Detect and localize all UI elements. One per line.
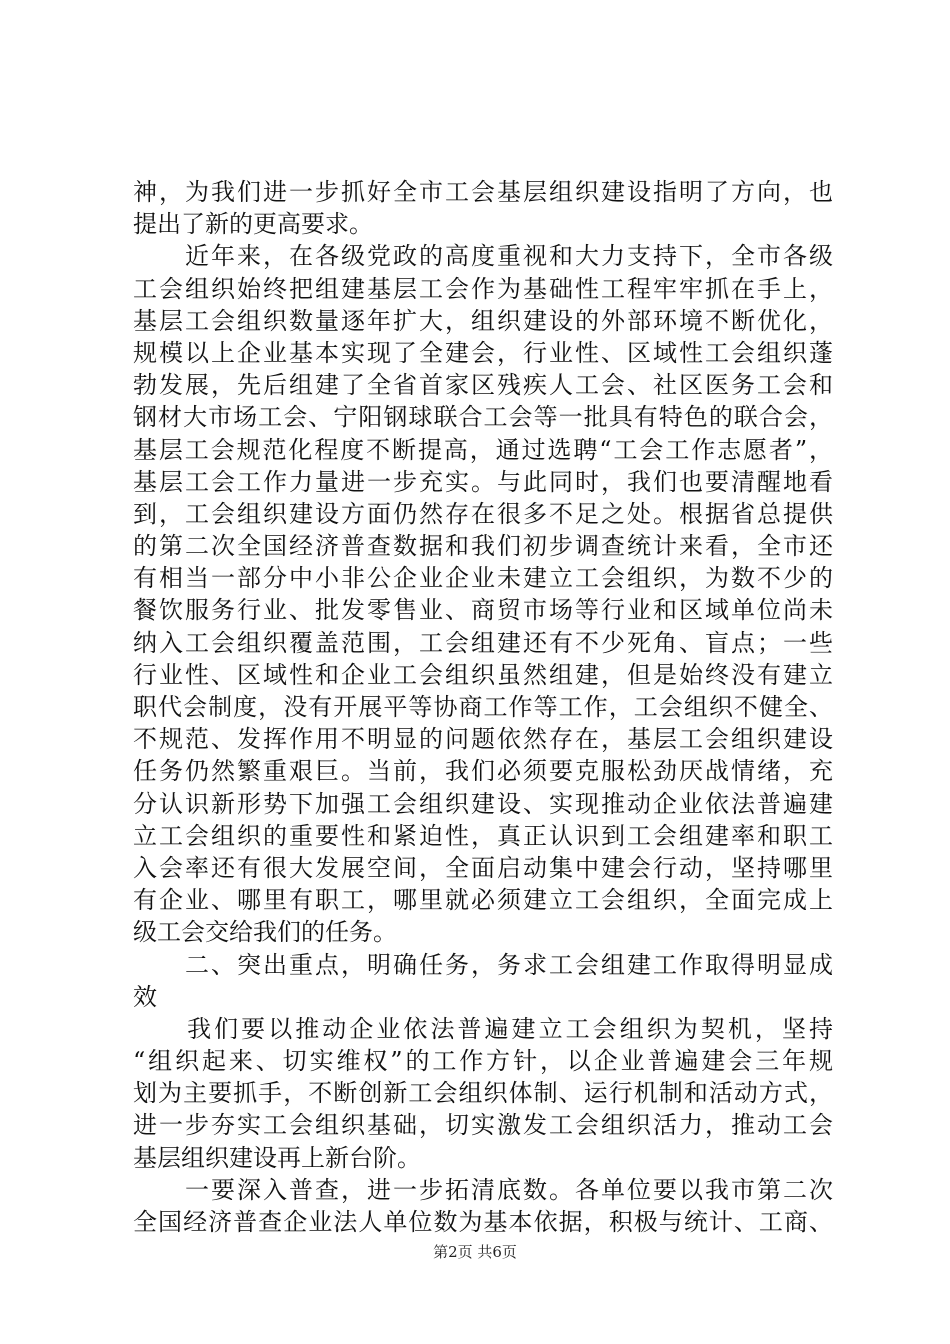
text-line: 钢材大市场工会、宁阳钢球联合工会等一批具有特色的联合会， (133, 403, 833, 432)
text-line: 不规范、发挥作用不明显的问题依然存在，基层工会组织建设 (133, 725, 833, 754)
text-line: 工会组织始终把组建基层工会作为基础性工程牢牢抓在手上， (133, 274, 833, 303)
text-line: 我们要以推动企业依法普遍建立工会组织为契机，坚持 (133, 1014, 833, 1043)
text-line: 一要深入普查，进一步拓清底数。各单位要以我市第二次 (133, 1175, 833, 1204)
text-line: 纳入工会组织覆盖范围，工会组建还有不少死角、盲点；一些 (133, 628, 833, 657)
text-line: 划为主要抓手，不断创新工会组织体制、运行机制和活动方式， (133, 1079, 833, 1108)
text-line: 立工会组织的重要性和紧迫性，真正认识到工会组建率和职工 (133, 821, 833, 850)
text-line: “组织起来、切实维权”的工作方针，以企业普遍建会三年规 (133, 1047, 833, 1076)
text-line: 效 (133, 982, 157, 1011)
text-line: 勃发展，先后组建了全省首家区残疾人工会、社区医务工会和 (133, 371, 833, 400)
text-line: 有企业、哪里有职工，哪里就必须建立工会组织，全面完成上 (133, 886, 833, 915)
text-line: 基层工会工作力量进一步充实。与此同时，我们也要清醒地看 (133, 467, 833, 496)
page-footer: 第2页 共6页 (433, 1243, 517, 1261)
text-line: 职代会制度，没有开展平等协商工作等工作，工会组织不健全、 (133, 693, 833, 721)
text-line: 全国经济普查企业法人单位数为基本依据，积极与统计、工商、 (133, 1208, 833, 1236)
text-line: 近年来，在各级党政的高度重视和大力支持下，全市各级 (133, 242, 833, 271)
text-line: 入会率还有很大发展空间，全面启动集中建会行动，坚持哪里 (133, 853, 833, 882)
body-text (133, 176, 833, 1238)
text-line: 基层组织建设再上新台阶。 (133, 1143, 421, 1172)
text-line: 分认识新形势下加强工会组织建设、实现推动企业依法普遍建 (133, 789, 833, 818)
text-line: 二、突出重点，明确任务，务求工会组建工作取得明显成 (133, 950, 833, 979)
text-line: 神，为我们进一步抓好全市工会基层组织建设指明了方向，也 (133, 178, 833, 206)
text-line: 提出了新的更高要求。 (133, 210, 373, 239)
text-line: 有相当一部分中小非公企业企业未建立工会组织，为数不少的 (133, 564, 833, 593)
text-line: 进一步夯实工会组织基础，切实激发工会组织活力，推动工会 (133, 1111, 833, 1140)
text-line: 到，工会组织建设方面仍然存在很多不足之处。根据省总提供 (133, 499, 833, 528)
text-line: 基层工会组织数量逐年扩大，组织建设的外部环境不断优化， (133, 306, 833, 335)
text-line: 规模以上企业基本实现了全建会，行业性、区域性工会组织蓬 (133, 338, 833, 367)
text-line: 基层工会规范化程度不断提高，通过选聘“工会工作志愿者”， (133, 435, 833, 464)
text-line: 餐饮服务行业、批发零售业、商贸市场等行业和区域单位尚未 (133, 596, 833, 625)
text-line: 任务仍然繁重艰巨。当前，我们必须要克服松劲厌战情绪，充 (133, 757, 833, 786)
text-line: 的第二次全国经济普查数据和我们初步调查统计来看，全市还 (133, 532, 833, 561)
text-line: 行业性、区域性和企业工会组织虽然组建，但是始终没有建立 (133, 660, 833, 689)
text-line: 级工会交给我们的任务。 (133, 918, 397, 947)
